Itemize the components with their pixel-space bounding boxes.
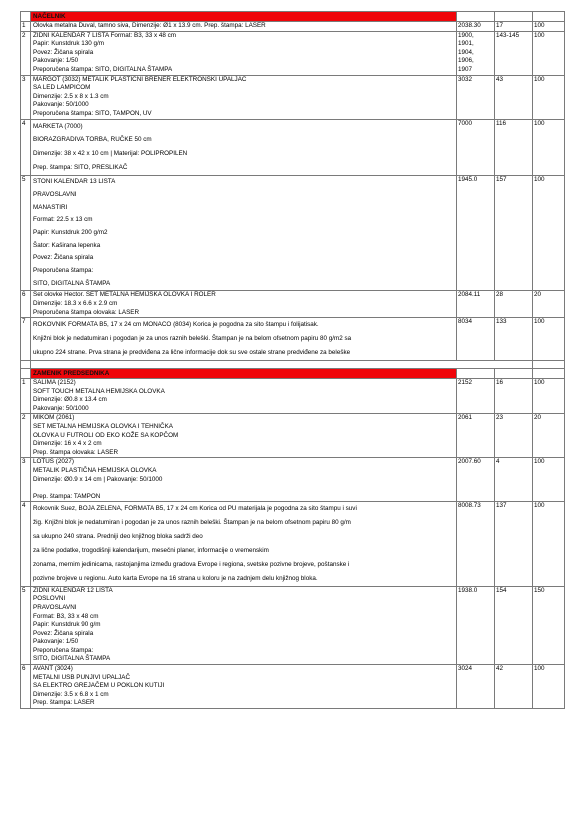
product-table-body <box>21 12 565 709</box>
product-table <box>20 11 565 709</box>
description-line: SALIMA (2152) <box>33 378 76 386</box>
description-line: ZIDNI KALENDAR 7 LISTA Format: B3, 33 x 48 cm <box>33 31 177 39</box>
document-page <box>20 11 564 709</box>
item-description <box>31 502 457 586</box>
code-line: 2038.30 <box>458 22 481 29</box>
quantity: 100 <box>533 31 565 75</box>
section-header-blank <box>21 12 31 22</box>
quantity: 100 <box>533 665 565 709</box>
table-row <box>21 31 565 75</box>
table-row <box>21 318 565 361</box>
description-line: žig. Knjižni blok je nedatumiran i pogodan je za unos raznih beleški. Štampan je na belom ofsetnom papiru 80 g/m <box>33 519 351 527</box>
description-line: MANASTIRI <box>33 203 68 211</box>
item-code <box>457 75 495 119</box>
row-index: 7 <box>21 318 31 361</box>
item-description <box>31 176 457 291</box>
quantity: 20 <box>533 291 565 318</box>
description-line: Šator: Kaširana lepenka <box>33 241 101 249</box>
row-index: 5 <box>21 176 31 291</box>
code-line: 2084.11 <box>458 291 481 299</box>
item-code <box>457 22 495 32</box>
quantity: 20 <box>533 414 565 458</box>
description-line: Preporučena štampa olovaka: LASER <box>33 308 140 316</box>
item-code <box>457 458 495 502</box>
gap-cell <box>533 360 565 368</box>
description-line: SITO, DIGITALNA ŠTAMPA <box>33 655 111 663</box>
code-line: 1907 <box>458 65 473 73</box>
description-line: SET METALNA HEMIJSKA OLOVKA I TEHNIČKA <box>33 422 173 430</box>
description-line: Dimenzije: 16 x 4 x 2 cm <box>33 440 102 448</box>
description-line: AVANT (3024) <box>33 665 73 673</box>
description-line: Povez: Žičana spirala <box>33 254 94 262</box>
table-row <box>21 458 565 502</box>
gap-cell <box>495 360 533 368</box>
section-header-blank <box>495 368 533 378</box>
table-row <box>21 502 565 586</box>
table-row <box>21 176 565 291</box>
description-line: MIKOM (2061) <box>33 414 75 422</box>
item-code <box>457 31 495 75</box>
row-index: 5 <box>21 586 31 664</box>
catalog-page: 154 <box>495 586 533 664</box>
row-index: 3 <box>21 75 31 119</box>
item-description <box>31 75 457 119</box>
catalog-page: 28 <box>495 291 533 318</box>
description-line: Povez: Žičana spirala <box>33 48 94 56</box>
description-line: Dimenzije: 2.5 x 8 x 1.3 cm <box>33 92 109 100</box>
table-row <box>21 291 565 318</box>
table-row <box>21 586 565 664</box>
item-description <box>31 414 457 458</box>
catalog-page: 23 <box>495 414 533 458</box>
table-row <box>21 414 565 458</box>
catalog-page: 157 <box>495 176 533 291</box>
section-header-blank <box>457 368 495 378</box>
section-title: ZAMENIK PREDSEDNIKA <box>31 368 457 378</box>
description-line: SA ELEKTRO GREJAČEM U POKLON KUTIJI <box>33 682 165 690</box>
description-line: POSLOVNI <box>33 595 66 603</box>
description-line: Dimenzije: 38 x 42 x 10 cm | Materijal: POLIPROPILEN <box>33 150 188 158</box>
code-line: 3032 <box>458 75 473 83</box>
catalog-page: 17 <box>495 22 533 32</box>
code-line: 2007.60 <box>458 458 481 466</box>
description-line <box>33 484 454 493</box>
description-line: Set olovke Hector. SET METALNA HEMIJSKA OLOVKA I ROLER <box>33 291 216 299</box>
table-row <box>21 75 565 119</box>
gap-cell <box>31 360 457 368</box>
section-header-blank <box>533 368 565 378</box>
description-line: Papir: Kunstdruk 90 g/m <box>33 621 101 629</box>
description-line: Prep. štampa: SITO, PRESLIKAČ <box>33 164 128 172</box>
table-row <box>21 22 565 32</box>
row-index: 4 <box>21 119 31 176</box>
item-code <box>457 665 495 709</box>
description-line: za lične podatke, trogodišnji kalendarijum, mesečni planer, informacije o vremenskim <box>33 547 269 555</box>
row-index: 1 <box>21 378 31 413</box>
description-line: Preporučena štampa: <box>33 267 94 275</box>
description-line: PRAVOSLAVNI <box>33 603 77 611</box>
item-description <box>31 586 457 664</box>
description-line: Papir: Kunstdruk 130 g/m <box>33 40 105 48</box>
item-description <box>31 291 457 318</box>
item-code <box>457 119 495 176</box>
row-index: 6 <box>21 665 31 709</box>
catalog-page: 133 <box>495 318 533 361</box>
description-line: STONI KALENDAR 13 LISTA <box>33 178 116 186</box>
table-row <box>21 378 565 413</box>
code-line: 8034 <box>458 318 473 326</box>
description-line: Papir: Kunstdruk 200 g/m2 <box>33 228 108 236</box>
description-line: Prep. štampa: LASER <box>33 699 95 707</box>
gap-cell <box>21 360 31 368</box>
section-header-blank <box>457 12 495 22</box>
code-line: 1938.0 <box>458 586 478 594</box>
description-line: sa ukupno 240 strana. Predniji deo knjižnog bloka sadrži deo <box>33 533 203 541</box>
section-title: NAČELNIK <box>31 12 457 22</box>
description-line: Pakovanje: 50/1000 <box>33 404 89 412</box>
item-description <box>31 31 457 75</box>
description-line: SA LED LAMPICOM <box>33 84 91 92</box>
code-line: 2152 <box>458 378 473 386</box>
catalog-page: 116 <box>495 119 533 176</box>
catalog-page: 43 <box>495 75 533 119</box>
description-line: ZIDNI KALENDAR 12 LISTA <box>33 586 113 594</box>
item-code <box>457 378 495 413</box>
quantity: 100 <box>533 458 565 502</box>
quantity: 100 <box>533 378 565 413</box>
item-description <box>31 665 457 709</box>
description-line: Pakovanje: 1/50 <box>33 638 79 646</box>
description-line: ROKOVNIK FORMATA B5, 17 x 24 cm MONACO (8034) Korica je pogodna za sito štampu i folijatisak. <box>33 321 319 329</box>
description-line: Preporučena štampa: SITO, DIGITALNA ŠTAMPA <box>33 65 173 73</box>
description-line: Dimenzije: Ø0.8 x 13.4 cm <box>33 396 107 404</box>
catalog-page: 42 <box>495 665 533 709</box>
description-line: BIORAZGRADIVA TORBA, RUČKE 50 cm <box>33 136 152 144</box>
description-line: Pakovanje: 50/1000 <box>33 101 89 109</box>
code-line: 1900, <box>458 31 474 39</box>
description-line: Preporučena štampa: <box>33 646 94 654</box>
section-header-row <box>21 368 565 378</box>
description-line: ukupno 224 strane. Prva strana je predviđena za lične informacije dok su sve ostale strane predviđene za beleške <box>33 349 351 357</box>
description-line: LOTUS (2027) <box>33 458 74 466</box>
description-line: METALNI USB PUNJIVI UPALJAČ <box>33 673 131 681</box>
section-gap-row <box>21 360 565 368</box>
code-line: 1945.0 <box>458 176 478 184</box>
item-code <box>457 318 495 361</box>
item-description <box>31 458 457 502</box>
description-line: PRAVOSLAVNI <box>33 190 77 198</box>
description-line: Dimenzije: Ø0.9 x 14 cm | Pakovanje: 50/1000 <box>33 475 163 483</box>
quantity: 100 <box>533 119 565 176</box>
row-index: 3 <box>21 458 31 502</box>
description-line: Dimenzije: 3.5 x 6.8 x 1 cm <box>33 690 109 698</box>
description-line: SOFT TOUCH METALNA HEMIJSKA OLOVKA <box>33 387 165 395</box>
row-index: 4 <box>21 502 31 586</box>
code-line: 1904, <box>458 48 474 56</box>
description-line: OLOVKA U FUTROLI OD EKO KOŽE SA KOPČOM <box>33 431 179 439</box>
item-code <box>457 586 495 664</box>
description-line: METALIK PLASTIČNA HEMIJSKA OLOVKA <box>33 466 157 474</box>
description-line: MARGOT (3032) METALIK PLASTIČNI BRENER ELEKTRONSKI UPALJAČ <box>33 75 247 83</box>
table-row <box>21 665 565 709</box>
item-code <box>457 176 495 291</box>
code-line: 1901, <box>458 40 474 48</box>
description-line: Prep. štampa olovaka: LASER <box>33 448 119 456</box>
code-line: 1906, <box>458 57 474 65</box>
section-header-row <box>21 12 565 22</box>
catalog-page: 4 <box>495 458 533 502</box>
section-header-blank <box>495 12 533 22</box>
row-index: 1 <box>21 22 31 32</box>
description-line: Dimenzije: 18.3 x 6.6 x 2.9 cm <box>33 300 118 308</box>
quantity: 100 <box>533 502 565 586</box>
description-line: Pakovanje: 1/50 <box>33 57 79 65</box>
item-description <box>31 22 457 32</box>
description-line: SITO, DIGITALNA ŠTAMPA <box>33 279 111 287</box>
row-index: 2 <box>21 414 31 458</box>
description-line: Povez: Žičana spirala <box>33 629 94 637</box>
quantity: 100 <box>533 22 565 32</box>
quantity: 100 <box>533 176 565 291</box>
table-row <box>21 119 565 176</box>
section-header-blank <box>533 12 565 22</box>
catalog-page: 137 <box>495 502 533 586</box>
description-line: Format: 22.5 x 13 cm <box>33 216 93 224</box>
row-index: 2 <box>21 31 31 75</box>
item-code <box>457 414 495 458</box>
description-line: Olovka metalna Duval, tamno siva, Dimenzije: Ø1 x 13.9 cm. Prep. štampa: LASER <box>33 22 266 29</box>
item-code <box>457 291 495 318</box>
catalog-page: 16 <box>495 378 533 413</box>
gap-cell <box>457 360 495 368</box>
item-code <box>457 502 495 586</box>
catalog-page: 143-145 <box>495 31 533 75</box>
description-line: Preporučena štampa: SITO, TAMPON, UV <box>33 109 152 117</box>
quantity: 150 <box>533 586 565 664</box>
description-line: Prep. štampa: TAMPON <box>33 492 101 500</box>
code-line: 2061 <box>458 414 473 422</box>
quantity: 100 <box>533 75 565 119</box>
description-line: Format: B3, 33 x 48 cm <box>33 612 99 620</box>
description-line: Rokovnik Suez, BOJA ZELENA, FORMATA B5, 17 x 24 cm Korica od PU materijala je pogodna za sito štampu i suvi <box>33 505 357 513</box>
code-line: 7000 <box>458 119 473 127</box>
description-line: pozivne brojeve u regionu. Auto karta Evrope na 16 strana u koloru je na zadnjem delu knjižnog bloka. <box>33 574 318 582</box>
code-line: 3024 <box>458 665 473 673</box>
item-description <box>31 378 457 413</box>
quantity: 100 <box>533 318 565 361</box>
description-line: MARKETA (7000) <box>33 122 83 130</box>
code-line: 8008.73 <box>458 502 481 510</box>
description-line: zonama, mernim jedinicama, rastojanjima između gradova Evrope i regiona, svetske pozivne brojeve, poštanske i <box>33 560 350 568</box>
row-index: 6 <box>21 291 31 318</box>
section-header-blank <box>21 368 31 378</box>
item-description <box>31 318 457 361</box>
item-description <box>31 119 457 176</box>
description-line: Knjižni blok je nedatumiran i pogodan je za unos raznih beleški. Štampan je na belom ofsetnom papiru 80 g/m2 sa <box>33 335 352 343</box>
